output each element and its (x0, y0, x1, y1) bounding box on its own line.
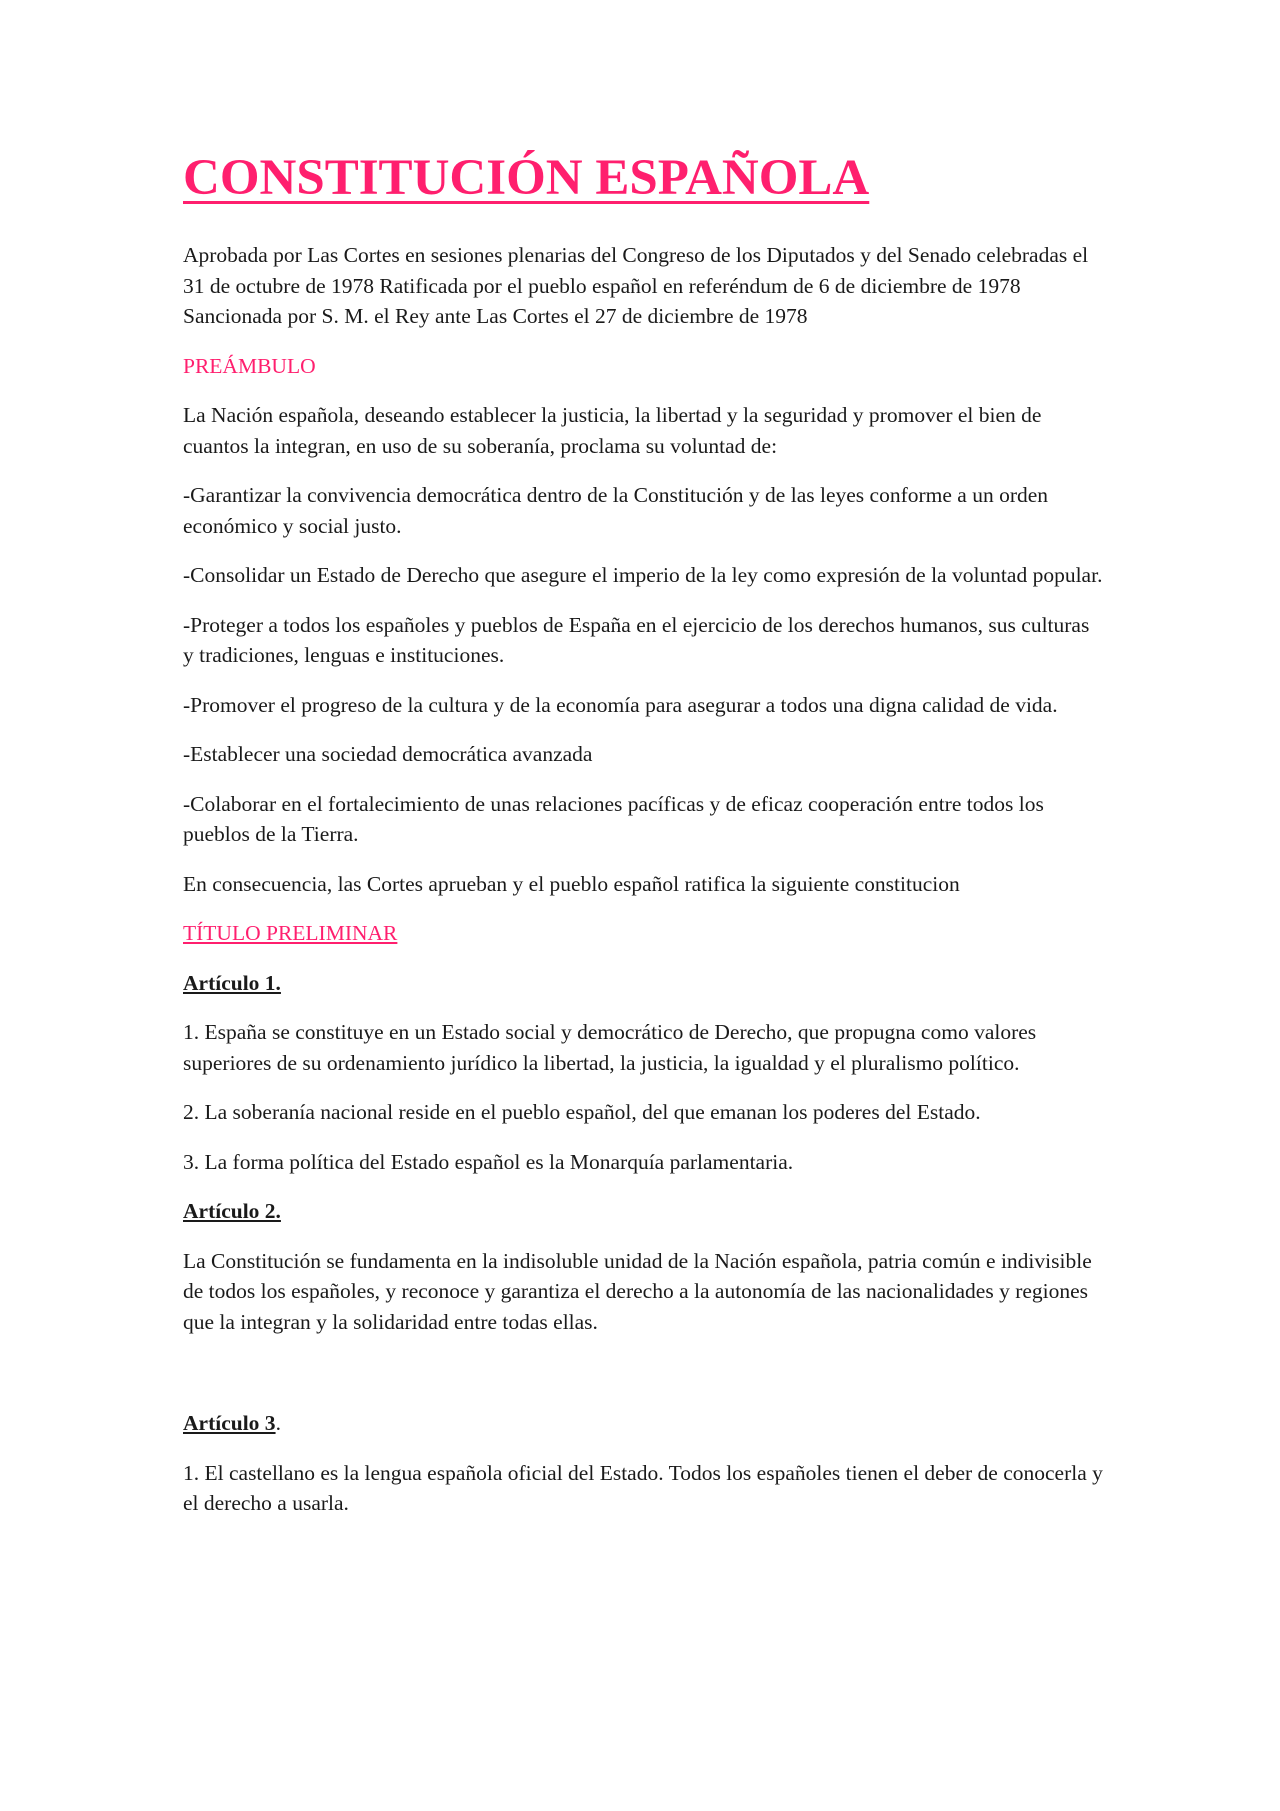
article-1-heading-line (183, 968, 1103, 999)
article-heading: Artículo 2. (183, 1199, 281, 1224)
article-paragraph: 2. La soberanía nacional reside en el pueblo español, del que emanan los poderes del Estado. (183, 1100, 981, 1125)
document-title: CONSTITUCIÓN ESPAÑOLA (183, 150, 870, 206)
article-paragraph: La Constitución se fundamenta en la indisoluble unidad de la Nación española, patria común e indivisible de todos los españoles, y reconoce y garantiza el derecho a la autonomía de las nacionalidades y regiones que la integran y la solidaridad entre todas ellas. (183, 1248, 1092, 1334)
preamble-item: -Promover el progreso de la cultura y de la economía para asegurar a todos una digna calidad de vida. (183, 692, 1058, 717)
article-heading-suffix: . (275, 1411, 281, 1436)
preamble-heading: PREÁMBULO (183, 353, 316, 378)
article-2-heading-line (183, 1196, 1103, 1227)
intro-paragraph: Aprobada por Las Cortes en sesiones plenarias del Congreso de los Diputados y del Senado celebradas el 31 de octubre de 1978 Ratificada por el pueblo español en referéndum de 6 de diciembre de 1978 Sancionada por S. M. el Rey ante Las Cortes el 27 de diciembre de 1978 (183, 243, 1089, 329)
document-page (183, 150, 1103, 1538)
preamble-item: -Colaborar en el fortalecimiento de unas relaciones pacíficas y de eficaz cooperación entre todos los pueblos de la Tierra. (183, 791, 1044, 847)
preamble-item: -Consolidar un Estado de Derecho que asegure el imperio de la ley como expresión de la voluntad popular. (183, 563, 1103, 588)
article-paragraph: 1. El castellano es la lengua española oficial del Estado. Todos los españoles tienen el deber de conocerla y el derecho a usarla. (183, 1460, 1103, 1516)
article-paragraph: 3. La forma política del Estado español es la Monarquía parlamentaria. (183, 1149, 794, 1174)
article-heading: Artículo 3 (183, 1411, 276, 1436)
preamble-item: -Establecer una sociedad democrática avanzada (183, 742, 593, 767)
preamble-closing: En consecuencia, las Cortes aprueban y el pueblo español ratifica la siguiente constitucion (183, 871, 960, 896)
article-heading: Artículo 1. (183, 970, 281, 995)
preamble-item: -Garantizar la convivencia democrática dentro de la Constitución y de las leyes conforme a un orden económico y social justo. (183, 483, 1049, 538)
article-3-heading-line (183, 1408, 1103, 1439)
blank-line (183, 1356, 1103, 1408)
preamble-lead: La Nación española, deseando establecer la justicia, la libertad y la seguridad y promover el bien de cuantos la integran, en uso de su soberanía, proclama su voluntad de: (183, 403, 1042, 458)
titulo-preliminar-heading: TÍTULO PRELIMINAR (183, 921, 398, 946)
preamble-item: -Proteger a todos los españoles y pueblos de España en el ejercicio de los derechos humanos, sus culturas y tradiciones, lenguas e instituciones. (183, 612, 1090, 668)
article-paragraph: 1. España se constituye en un Estado social y democrático de Derecho, que propugna como valores superiores de su ordenamiento jurídico la libertad, la justicia, la igualdad y el pluralismo político. (183, 1020, 1037, 1075)
